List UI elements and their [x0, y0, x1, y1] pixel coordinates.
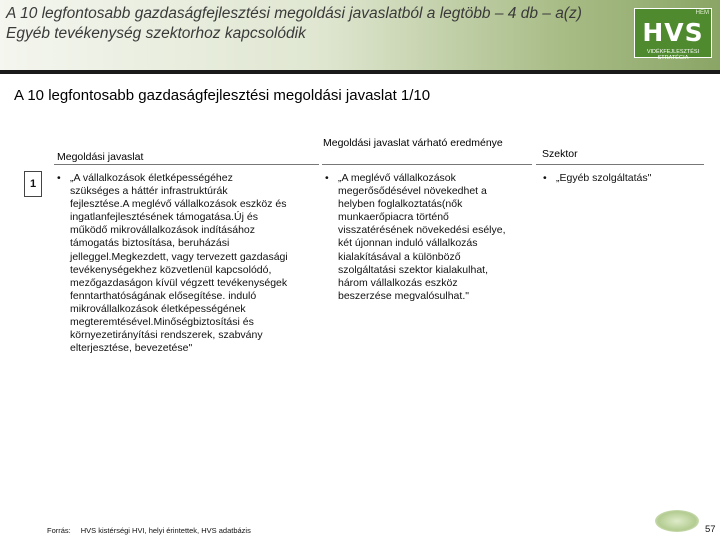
footer-logo-icon — [655, 510, 699, 532]
solution-line: szükséges a háttér infrastruktúrák — [70, 185, 228, 198]
header-rule-sector — [536, 164, 704, 165]
result-cell — [325, 172, 535, 303]
header-title: A 10 legfontosabb gazdaságfejlesztési megoldási javaslatból a legtöbb – 4 db – a(z) Egyéb tevékenység szektorhoz kapcsolódik — [6, 5, 582, 42]
solution-line: jelleggel.Megkezdett, vagy tervezett gazdasági — [70, 250, 288, 263]
result-text — [338, 172, 535, 303]
bullet-icon: • — [543, 172, 547, 184]
hvs-logo — [634, 8, 712, 61]
header-divider — [0, 70, 720, 74]
solution-line: tevékenységekhez közvetlenül kapcsolódó, — [70, 263, 272, 276]
result-line: három vállalkozás eszköz — [338, 276, 458, 289]
solution-line: mikrovállalkozások életképességének — [70, 302, 246, 315]
solution-line: elterjesztése, bevezetése" — [70, 342, 193, 355]
result-line: beszerzése megvalósulhat." — [338, 289, 469, 302]
header-banner — [0, 0, 720, 70]
result-line: munkaerőpiacra történő — [338, 211, 449, 224]
solution-cell — [57, 172, 322, 355]
header-sector: Szektor — [542, 148, 578, 160]
header-solution: Megoldási javaslat — [57, 151, 144, 163]
solution-text — [70, 172, 322, 355]
page-number: 57 — [705, 524, 716, 535]
result-line: két újonnan induló vállalkozás — [338, 237, 478, 250]
page-title: A 10 legfontosabb gazdaságfejlesztési megoldási javaslat 1/10 — [14, 87, 431, 104]
result-line: helyben foglalkoztatás(nők — [338, 198, 463, 211]
source-note — [47, 526, 251, 535]
solution-line: fejlesztése.A meglévő vállalkozások eszköz és — [70, 198, 287, 211]
header-result: Megoldási javaslat várható eredménye — [323, 137, 503, 149]
bullet-icon: • — [325, 172, 329, 184]
sector-text: „Egyéb szolgáltatás" — [556, 172, 652, 184]
header-rule-result — [322, 164, 532, 165]
solution-line: mezőgazdaságon kívül végzett tevékenységek — [70, 276, 288, 289]
result-line: kialakításával a különböző — [338, 250, 461, 263]
solution-line: „A vállalkozások életképességéhez — [70, 172, 233, 184]
bullet-icon: • — [57, 172, 61, 184]
logo-sub-text: VIDÉKFEJLESZTÉSI STRATÉGIA — [646, 49, 700, 61]
result-line: szolgáltatási szektor kialakulhat, — [338, 263, 488, 276]
logo-top-text: HEM — [695, 10, 709, 16]
solution-line: fenntarthatóságának elősegítése. induló — [70, 289, 257, 302]
logo-main-text: HVS — [642, 18, 704, 47]
solution-line: ingatlanfejlesztésének támogatása.Új és — [70, 211, 258, 224]
row-number: 1 — [24, 171, 42, 197]
solution-line: környezetirányítási rendszerek, szabvány — [70, 329, 263, 342]
solution-line: működő mikrovállalkozások indításához — [70, 224, 256, 237]
sector-cell — [543, 172, 708, 185]
source-text: HVS kistérségi HVI, helyi érintettek, HVS adatbázis — [80, 526, 251, 535]
solution-line: támogatás biztosítása, beruházási — [70, 237, 230, 250]
result-line: visszatérésének növekedési esélye, — [338, 224, 506, 237]
header-rule-solution — [54, 164, 319, 165]
result-line: megerősődésével növekedhet a — [338, 185, 487, 198]
solution-line: megteremtésével.Minőségbiztosítási és — [70, 316, 254, 329]
result-line: „A meglévő vállalkozások — [338, 172, 456, 184]
source-label: Forrás: — [47, 526, 71, 535]
